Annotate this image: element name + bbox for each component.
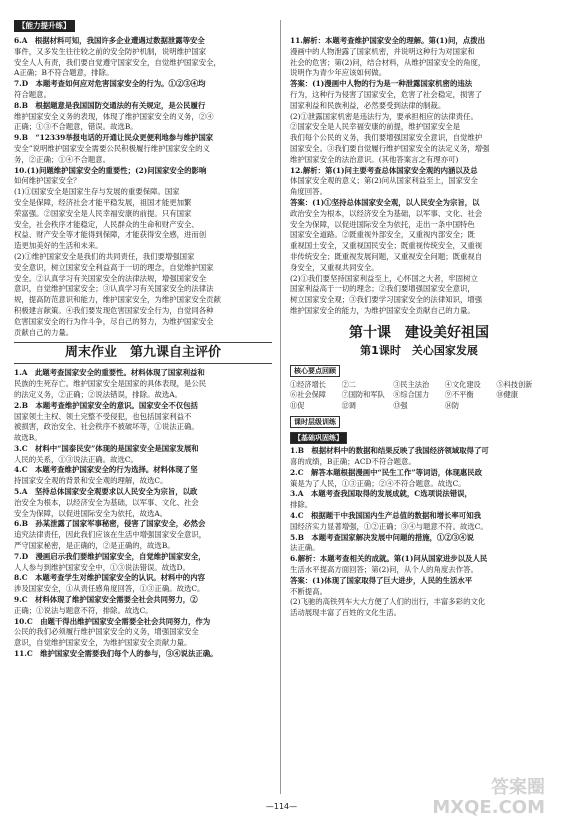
left-answer-line: (1)①国家安全是国家生存与发展的重要保障。国家: [14, 187, 180, 197]
left-answer-line: 安全。②认真学习有关国家安全的法律法规，增强国家安全: [14, 273, 207, 283]
weekend-assignment-title: 周末作业 第九课自主评价: [14, 342, 272, 364]
left-answer-line: 规，提高防范意识和能力，维护国家安全，为维护国家安全贡献: [14, 295, 221, 305]
left-answer-line: 安全人人有责，我们要自觉遵守国家安全，自觉维护国家安全，: [14, 57, 221, 67]
left-answer-line: 荣富强。②国家安全是人民幸福安康的前提。只有国家: [14, 208, 192, 218]
weekend-answer-line: 国家领土主权、领土完整不受侵犯，也包括国家利益不: [14, 411, 192, 421]
right-answer-line: 11.解析：本题考查维护国家安全的理解。第(1)问，点拨出: [290, 36, 485, 45]
core-item: ②二: [341, 379, 356, 389]
left-answer-line: 7.D 本题考查如何应对危害国家安全的行为。①②③④均: [14, 79, 206, 89]
right-answer-line: 非传统安全；既重视发展问题，又重视安全问题；既重视自: [290, 251, 483, 261]
left-answer-line: 如何维护国家安全？: [14, 176, 81, 186]
left-answer-line: 安全，社会秩序才能稳定，人民群众的生命和财产安全、: [14, 219, 199, 229]
core-review-grid: [290, 380, 548, 412]
left-answer-line: 权益、财产安全等才能得到保障，才能获得安全感，进而创: [14, 230, 207, 240]
lesson-answer-line: 3.A 本题考查我国取得的发展成就，C选项说法错误，: [290, 489, 472, 499]
lesson-answer-line: 5.B 本题考查国家解决发展中问题的措施，①②③④说: [290, 532, 474, 542]
weekend-answer-line: 严守国家秘密，是正确的，②是正确的，故选B。: [14, 541, 175, 551]
weekend-answer-line: 3.C 材料中“国泰民安”体现的是国家安全是国家发展和: [14, 443, 199, 453]
weekend-answer-line: 意识，自觉维护国家安全，为维护国家安全贡献力量。: [14, 638, 192, 648]
base-practice-tag: 【基础巩固练】: [290, 432, 347, 444]
left-answer-line: 8.B 根据题意是我国国防交通法的有关规定，是公民履行: [14, 100, 206, 110]
core-item: ⑪促: [290, 400, 305, 410]
left-answer-line: 事件，又多发生往往较之前的安全防护机制，说明维护国家: [14, 46, 207, 56]
core-item: ⑨不平衡: [444, 390, 474, 400]
left-answer-line: 9.B “12339举报电话的开通让民众更便利地参与维护国家: [14, 133, 214, 143]
right-column: [290, 36, 548, 619]
weekend-answer-line: 的法定义务，②正确；②说法错误，排除。故选A。: [14, 389, 182, 399]
weekend-answer-line: 公民的我们必须履行维护国家安全的义务，增强国家安全: [14, 627, 199, 637]
right-answer-line: 国家利益高于一切的理念；②我们要增强国家安全意识，: [290, 284, 475, 294]
core-review-tag: 核心要点回顾: [290, 365, 340, 377]
weekend-answer-line: 民族的生死存亡。维护国家安全是国家的具体表现，是公民: [14, 379, 207, 389]
weekend-answer-line: 9.C 材料体现了维护国家安全需要全社会共同努力，②: [14, 595, 198, 605]
weekend-answer-line: 治安全为根本，以经济安全为基础，以军事、文化、社会: [14, 497, 199, 507]
right-answer-line: 12.解析：第(1)问主要考查总体国家安全观的内涵以及总: [290, 165, 478, 175]
core-item: ⑭防: [444, 400, 460, 410]
weekend-answer-line: 持国家安全观的背景和安全观的理解，故选C。: [14, 476, 168, 486]
right-answer-line: 政治安全为根本，以经济安全为基础，以军事、文化、社会: [290, 208, 483, 218]
left-answer-line: 积极建言献策。④我们要发现危害国家安全行为，自觉同各种: [14, 305, 214, 315]
weekend-answer-line: 7.D 漫画启示我们要维护国家安全，自觉维护国家安全，: [14, 551, 206, 561]
left-answer-line: 务，②正确；①④不合题意。: [14, 154, 111, 164]
right-answer-line: 树立国家安全观；③我们要学习国家安全的法律知识，增强: [290, 295, 483, 305]
lesson-answer-line: 2.C 解答本题根据漫画中“民生工作”等词语，体现惠民政: [290, 467, 483, 477]
weekend-answer-line: 10.C 由题干得出维护国家安全需要全社会共同努力，作为: [14, 616, 211, 626]
left-answer-line: 贡献自己的力量。: [14, 327, 74, 337]
left-answer-line: 意识，自觉维护国家安全；③认真学习有关国家安全的法律法: [14, 284, 214, 294]
lesson-answer-line: 排除。: [290, 500, 313, 510]
right-answer-line: 社会的危害；第(2)问，结合材料，从维护国家安全的角度，: [290, 57, 486, 67]
right-answers-block-1: [290, 36, 548, 317]
right-answer-line: (2)①我们要坚持国家利益至上，心怀国之大者，牢固树立: [290, 273, 478, 283]
weekend-answer-line: 4.C 本题考查维护国家安全的行为选择。材料体现了坚: [14, 465, 198, 475]
left-answer-line: A正确；B不符合题意，排除。: [14, 68, 114, 78]
right-answer-line: 我们每个公民的义务，我们要增强国家安全意识，自觉维护: [290, 133, 483, 143]
lesson-answer-line: 不断提高。: [290, 586, 327, 596]
left-answer-line: (2)①维护国家安全是我们的共同责任，我们要增强国家: [14, 251, 195, 261]
weekend-answer-line: 涉及国家安全，①从责任感角度回答，①③正确。故选C。: [14, 584, 205, 594]
left-answer-line: 安全”说明维护国家安全需要公民积极履行维护国家安全的义: [14, 143, 210, 153]
left-answer-line: 安全意识，树立国家安全利益高于一切的理念，自觉维护国家: [14, 262, 214, 272]
lesson-answer-line: 喜的成绩，B正确；ACD不符合题意。: [290, 457, 416, 467]
left-answer-line: 10.(1)问题维护国家安全的重要性；(2)问国家安全的影响: [14, 165, 207, 175]
weekend-answer-line: 6.B 孙某泄露了国家军事秘密，侵害了国家安全，必然会: [14, 519, 206, 529]
core-item: ④文化建设: [444, 379, 481, 389]
left-answer-line: 危害国家安全的行为作斗争，尽自己的努力，为维护国家安全: [14, 316, 214, 326]
weekend-answer-line: 安全为保障，以促进国际安全为依托，故选A。: [14, 508, 168, 518]
right-answer-line: 维护国家安全的法治意识。(其他答案言之有理亦可): [290, 154, 459, 164]
core-item: ⑬强: [393, 400, 408, 410]
lesson-title: 第十课 建设美好祖国: [349, 324, 489, 341]
lesson-answer-line: 答案：(1)体现了国家取得了巨大进步，人民的生活水平: [290, 575, 473, 585]
right-answer-line: (2)①泄露国家机密是违法行为，要承担相应的法律责任。: [290, 111, 478, 121]
core-item: ⑩健康: [496, 390, 518, 400]
right-answer-line: 维护国家安全的能力，为维护国家安全贡献自己的力量。: [290, 305, 475, 315]
weekend-answer-line: 8.C 本题考查学生对维护国家安全的认识。材料中的内容: [14, 573, 205, 583]
core-item: ⑦国防和军队: [341, 390, 385, 400]
weekend-answer-line: 被损害，政治安全、社会秩序不被破坏等，①说法正确。: [14, 422, 199, 432]
right-answer-line: ②国家安全是人民幸福安康的前提，维护国家安全是: [290, 122, 460, 132]
watermark-logo: 答案圈 MXQE.COM: [432, 777, 545, 818]
core-item: ⑫调: [341, 400, 356, 410]
left-column: [14, 36, 272, 660]
lesson-answer-line: (2)飞驰的高铁列车大大方便了人们的出行，丰富多彩的文化: [290, 597, 486, 607]
weekend-answer-line: 1.A 此题考查国家安全的重要性。材料体现了国家利益和: [14, 368, 205, 378]
right-answer-line: 重视国土安全，又重视国民安全；既重视传统安全，又重视: [290, 241, 483, 251]
right-answer-line: 体国家安全观的意义；第(2)问从国家利益至上，国家安全: [290, 176, 478, 186]
section-header-ability: 【能力提升练】: [14, 20, 75, 32]
lesson-answer-line: 活动展现丰富了百姓的文化生活。: [290, 608, 401, 618]
left-answer-line: 符合题意。: [14, 89, 51, 99]
core-item: [496, 401, 548, 412]
weekend-answer-line: 故选B。: [14, 433, 42, 443]
left-answer-line: 维护国家安全义务的表现，体现了维护国家安全的义务，②④: [14, 111, 214, 121]
core-item: ⑥社会保障: [290, 390, 326, 400]
right-answer-line: 身安全，又重视共同安全。: [290, 262, 379, 272]
right-answer-line: 国家安全。③我们要自觉履行维护国家安全的法定义务，增强: [290, 143, 490, 153]
page-number: —114—: [265, 802, 298, 811]
left-answer-line: 6.A 根据材料可知，我国许多企业遭遇过数据泄露等安全: [14, 36, 205, 45]
lesson-subtitle: 第1课时 关心国家发展: [360, 343, 478, 357]
lesson-answer-line: 生活水平提高方面回答；第(2)问，从个人的角度去作答。: [290, 564, 478, 574]
right-answer-line: 说明作为青少年应该如何做。: [290, 68, 387, 78]
weekend-answer-line: 11.C 维护国家安全需要我们每个人的参与，③④说法正确。: [14, 649, 218, 659]
weekend-answer-line: 人人参与到维护国家安全中，①③说法错误。故选D。: [14, 562, 190, 572]
left-answers-block-2: [14, 368, 272, 660]
right-answer-line: 角度回答。: [290, 187, 327, 197]
core-item: ①经济增长: [290, 379, 326, 389]
lesson-answer-line: 1.B 根据材料中的数据和结果反映了我国经济领域取得了可: [290, 446, 489, 456]
right-answer-line: 国家安全道路。②既重视外部安全，又重视内部安全；既: [290, 230, 475, 240]
weekend-answer-line: 2.B 本题考查维护国家安全的意识。国家安全不仅包括: [14, 400, 198, 410]
right-answers-block-2: [290, 446, 548, 619]
left-answers-block-1: [14, 36, 272, 338]
core-item: ③民主法治: [393, 379, 430, 389]
lesson-answer-line: 4.C 根据题干中我国国内生产总值的数据和增长率可知我: [290, 511, 481, 520]
right-answer-line: 安全为保障，以促进国际安全为依托，走出一条中国特色: [290, 219, 475, 229]
lesson-answer-line: 国经济实力显著增强，①②正确；③④与题意不符。故选C。: [290, 521, 488, 531]
core-item: ⑤科技创新: [496, 379, 533, 389]
lesson-answer-line: 法正确。: [290, 543, 320, 553]
left-answer-line: 安全是保障，经济社会才能平稳发展，祖国才能更加繁: [14, 197, 192, 207]
left-answer-line: 正确；①③不合题意，错误。故选B。: [14, 122, 138, 132]
practice-tag: 课时层级训练: [290, 416, 340, 428]
right-answer-line: 行为，这种行为侵害了国家安全，危害了社会稳定，损害了: [290, 89, 483, 99]
right-answer-line: 国家利益和民族利益，必然要受到法律的制裁。: [290, 100, 446, 110]
right-answer-line: 答案：(1)①坚持总体国家安全观，以人民安全为宗旨，以: [290, 197, 480, 207]
weekend-answer-line: 5.A 坚持总体国家安全观要求以人民安全为宗旨，以政: [14, 487, 198, 497]
right-answer-line: 答案：(1)漫画中人物的行为是一种泄露国家机密的违法: [290, 79, 473, 89]
core-item: ⑧综合国力: [393, 390, 430, 400]
weekend-answer-line: 追究法律责任，因此我们应该在生活中增强国家安全意识，: [14, 530, 207, 540]
column-divider: [280, 20, 281, 794]
right-answer-line: 漫画中的人物泄露了国家机密，并说明这种行为对国家和: [290, 46, 475, 56]
weekend-answer-line: 正确；①说法与题意不符，排除。故选C。: [14, 605, 153, 615]
lesson-answer-line: 策是为了人民，①③正确；②④不符合题意。故选C。: [290, 478, 466, 488]
left-answer-line: 造更加美好的生活和未来。: [14, 241, 103, 251]
weekend-answer-line: 人民的关系，①③说法正确。故选C。: [14, 454, 138, 464]
lesson-answer-line: 6.解析：本题考查相关的成就。第(1)问从国家进步以及人民: [290, 554, 488, 564]
